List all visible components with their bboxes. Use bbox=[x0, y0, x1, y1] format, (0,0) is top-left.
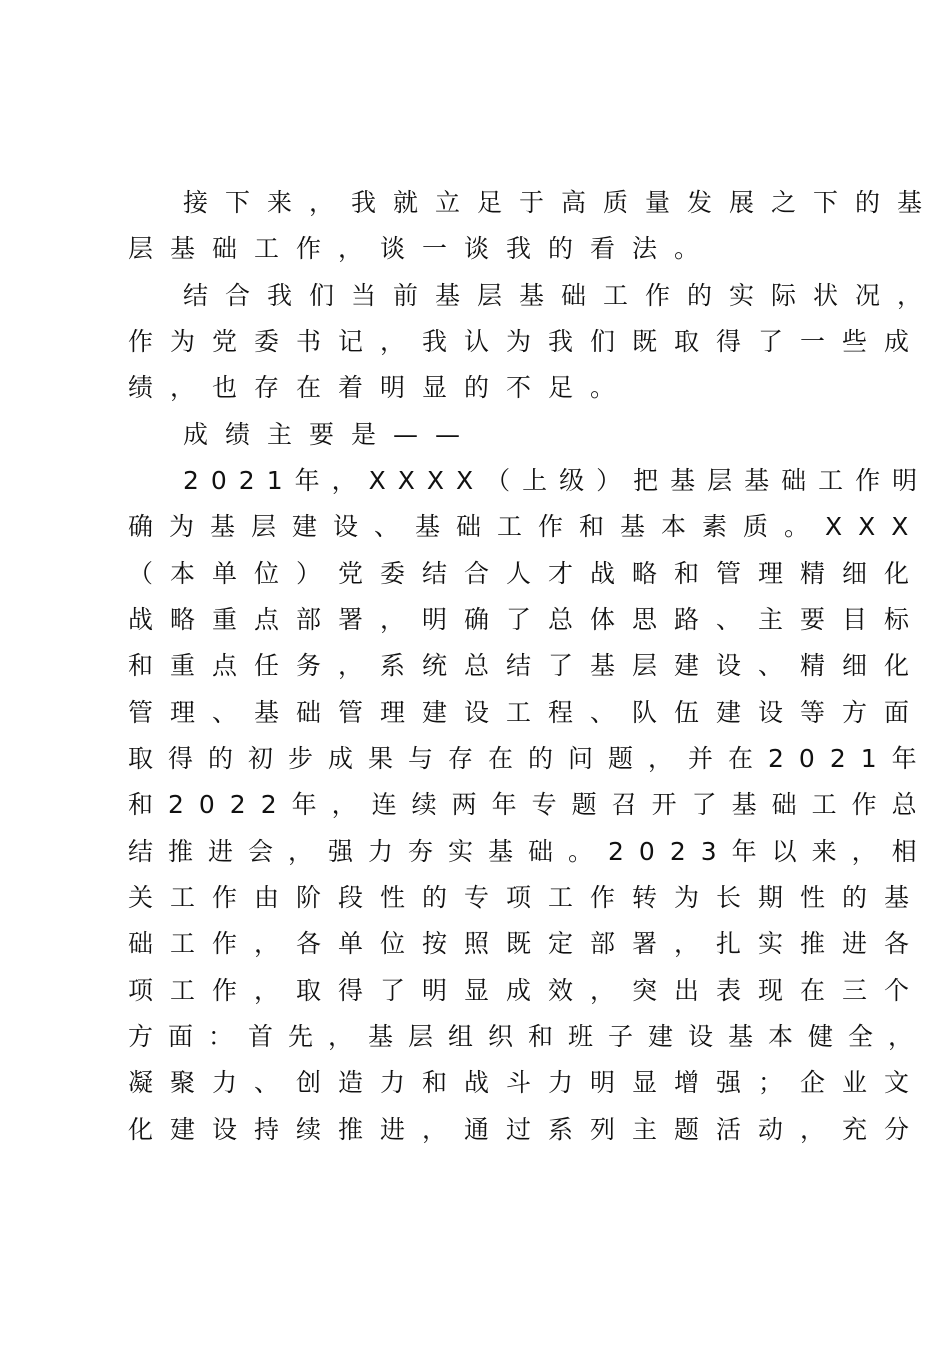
paragraph-4-line-10: 关工作由阶段性的专项工作转为长期性的基 bbox=[128, 883, 927, 912]
paragraph-4-line-9: 结推进会，强力夯实基础。2023年以来，相 bbox=[128, 837, 932, 866]
paragraph-4-line-15: 化建设持续推进，通过系列主题活动，充分 bbox=[128, 1115, 927, 1144]
paragraph-4-line-2: 确为基层建设、基础工作和基本素质。XXX bbox=[128, 512, 925, 541]
paragraph-4-line-14: 凝聚力、创造力和战斗力明显增强；企业文 bbox=[128, 1068, 927, 1097]
paragraph-4-line-13: 方面：首先，基层组织和班子建设基本健全， bbox=[128, 1022, 929, 1051]
paragraph-4-line-8: 和2022年，连续两年专题召开了基础工作总 bbox=[128, 790, 932, 819]
paragraph-3-line-1: 成绩主要是—— bbox=[183, 420, 478, 449]
paragraph-4-line-3: （本单位）党委结合人才战略和管理精细化 bbox=[128, 559, 927, 588]
paragraph-4-line-1: 2021年，XXXX（上级）把基层基础工作明 bbox=[183, 466, 930, 495]
paragraph-4-line-4: 战略重点部署，明确了总体思路、主要目标 bbox=[128, 605, 927, 634]
paragraph-1-line-2: 层基础工作，谈一谈我的看法。 bbox=[128, 234, 717, 263]
paragraph-4-line-11: 础工作，各单位按照既定部署，扎实推进各 bbox=[128, 929, 927, 958]
paragraph-2-line-1: 结合我们当前基层基础工作的实际状况， bbox=[183, 281, 940, 310]
paragraph-1-line-1: 接下来，我就立足于高质量发展之下的基 bbox=[183, 188, 940, 217]
paragraph-4-line-6: 管理、基础管理建设工程、队伍建设等方面 bbox=[128, 698, 927, 727]
paragraph-4-line-7: 取得的初步成果与存在的问题，并在2021年 bbox=[128, 744, 932, 773]
paragraph-4-line-5: 和重点任务，系统总结了基层建设、精细化 bbox=[128, 651, 927, 680]
paragraph-2-line-3: 绩，也存在着明显的不足。 bbox=[128, 373, 633, 402]
paragraph-2-line-2: 作为党委书记，我认为我们既取得了一些成 bbox=[128, 327, 927, 356]
paragraph-4-line-12: 项工作，取得了明显成效，突出表现在三个 bbox=[128, 976, 927, 1005]
